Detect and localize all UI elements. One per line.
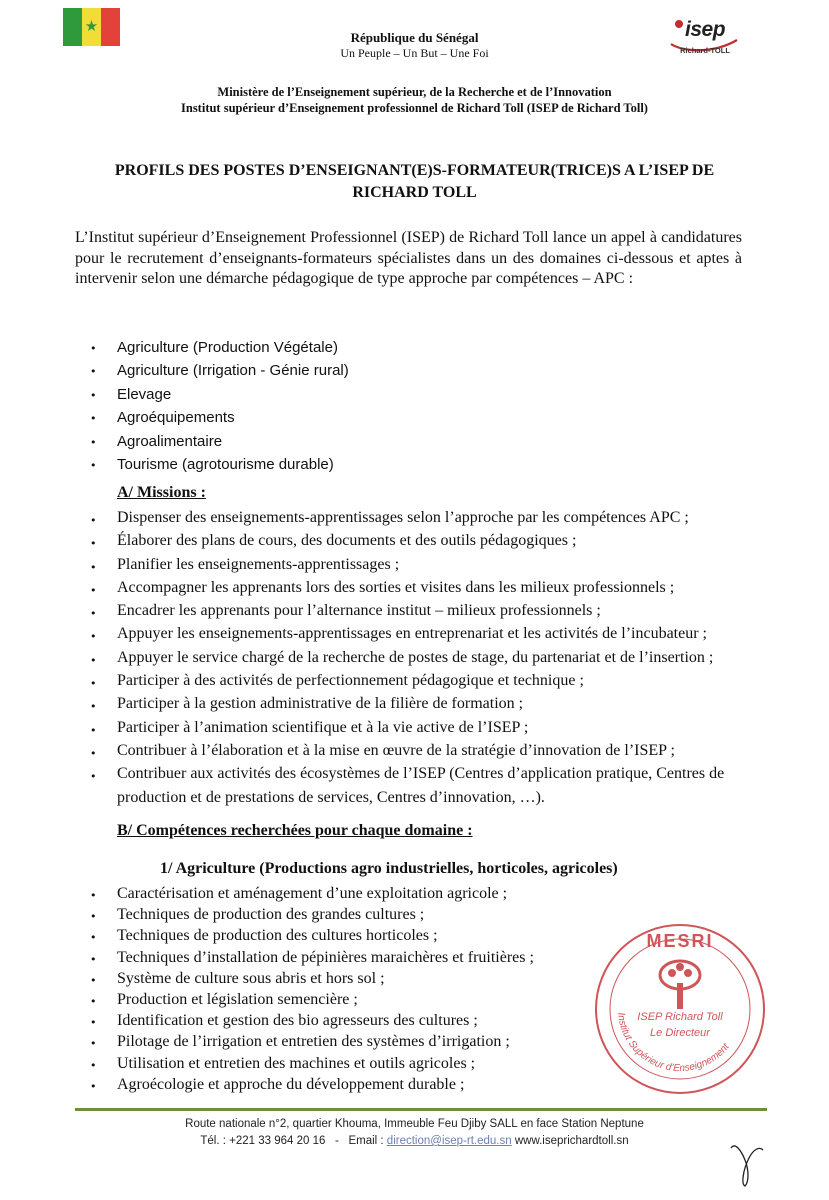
domain-list <box>90 336 349 476</box>
signature-mark <box>727 1140 767 1190</box>
footer <box>0 1116 829 1150</box>
footer-tel: Tél. : +221 33 964 20 16 <box>200 1135 326 1147</box>
list-item: • Appuyer les enseignements-apprentissages en entreprenariat et les activités de l’incubateur ; <box>90 622 770 645</box>
list-item: • Utilisation et entretien des machines et outils agricoles ; <box>90 1053 610 1074</box>
list-item: • Contribuer à l’élaboration et à la mise en œuvre de la stratégie d’innovation de l’ISEP ; <box>90 739 770 762</box>
title-line-1: PROFILS DES POSTES D’ENSEIGNANT(E)S-FORMATEUR(TRICE)S A L’ISEP DE <box>114 162 715 179</box>
list-item: • Participer à l’animation scientifique et à la vie active de l’ISEP ; <box>90 716 770 739</box>
ministry-name: Ministère de l’Enseignement supérieur, de la Recherche et de l’Innovation <box>217 85 612 99</box>
footer-email-link[interactable]: direction@isep-rt.edu.sn <box>386 1135 512 1147</box>
list-item: • Accompagner les apprenants lors des sorties et visites dans les milieux professionnels ; <box>90 576 770 599</box>
footer-address: Route nationale n°2, quartier Khouma, Immeuble Feu Djiby SALL en face Station Neptune <box>185 1118 644 1130</box>
stamp-line-2: Le Directeur <box>650 1027 710 1039</box>
star-icon: ★ <box>84 17 99 36</box>
logo-subtext: Richard-TOLL <box>680 46 730 55</box>
stamp-top-text: MESRI <box>646 931 714 951</box>
ministry-block <box>0 84 829 116</box>
list-item: • Tourisme (agrotourisme durable) <box>90 453 349 476</box>
agriculture-skills-list <box>90 883 610 1095</box>
footer-email-label: Email : <box>348 1135 384 1147</box>
list-item: • Identification et gestion des bio agresseurs des cultures ; <box>90 1010 610 1031</box>
footer-website-link[interactable]: www.iseprichardtoll.sn <box>514 1135 629 1147</box>
logo-text: isep <box>685 18 726 41</box>
list-item: • Planifier les enseignements-apprentissages ; <box>90 553 770 576</box>
list-item: • Système de culture sous abris et hors sol ; <box>90 968 610 989</box>
list-item: • Elevage <box>90 383 349 406</box>
list-item: • Participer à des activités de perfectionnement pédagogique et technique ; <box>90 669 770 692</box>
list-item: • Agriculture (Production Végétale) <box>90 336 349 359</box>
list-item: • Contribuer aux activités des écosystèmes de l’ISEP (Centres d’application pratique, Centres de production et de prestations de services, Centres d’innovation, …). <box>90 762 770 809</box>
competences-heading: B/ Compétences recherchées pour chaque domaine : <box>117 822 473 839</box>
list-item: • Agroécologie et approche du développement durable ; <box>90 1074 610 1095</box>
missions-heading: A/ Missions : <box>117 484 206 501</box>
list-item: • Techniques d’installation de pépinières maraichères et fruitières ; <box>90 947 610 968</box>
stamp-ring-text: Institut Supérieur d’Enseignement <box>615 1012 732 1075</box>
republic-name: République du Sénégal <box>350 30 479 45</box>
list-item: • Dispenser des enseignements-apprentissages selon l’approche par les compétences APC ; <box>90 506 770 529</box>
national-motto: Un Peuple – Un But – Une Foi <box>340 46 489 60</box>
list-item: • Agroéquipements <box>90 406 349 429</box>
footer-separator: - <box>335 1135 339 1147</box>
official-stamp <box>592 921 768 1097</box>
agriculture-subheading: 1/ Agriculture (Productions agro industrielles, horticoles, agricoles) <box>160 860 618 877</box>
list-item: • Agriculture (Irrigation - Génie rural) <box>90 359 349 382</box>
footer-contact <box>0 1133 829 1150</box>
missions-list <box>90 506 770 809</box>
tree-icon <box>660 961 700 1009</box>
list-item: • Élaborer des plans de cours, des documents et des outils pédagogiques ; <box>90 529 770 552</box>
isep-logo <box>665 14 745 58</box>
footer-divider <box>75 1108 767 1111</box>
list-item: • Appuyer le service chargé de la recherche de postes de stage, du partenariat et de l’insertion ; <box>90 646 770 669</box>
list-item: • Techniques de production des cultures horticoles ; <box>90 925 610 946</box>
list-item: • Caractérisation et aménagement d’une exploitation agricole ; <box>90 883 610 904</box>
intro-paragraph: L’Institut supérieur d’Enseignement Professionnel (ISEP) de Richard Toll lance un appel à candidatures pour le recrutement d’enseignants-formateurs spécialistes dans un des domaines ci-dessous et aptes à intervenir selon une démarche pédagogique de type approche par compétences – APC : <box>75 229 742 287</box>
list-item: • Agroalimentaire <box>90 430 349 453</box>
page-title <box>50 160 779 204</box>
list-item: • Techniques de production des grandes cultures ; <box>90 904 610 925</box>
stamp-line-1: ISEP Richard Toll <box>637 1011 723 1023</box>
list-item: • Encadrer les apprenants pour l’alternance institut – milieux professionnels ; <box>90 599 770 622</box>
list-item: • Participer à la gestion administrative de la filière de formation ; <box>90 692 770 715</box>
list-item: • Pilotage de l’irrigation et entretien des systèmes d’irrigation ; <box>90 1031 610 1052</box>
list-item: • Production et législation semencière ; <box>90 989 610 1010</box>
institute-name: Institut supérieur d’Enseignement professionnel de Richard Toll (ISEP de Richard Toll) <box>181 101 648 115</box>
title-line-2: RICHARD TOLL <box>352 184 477 201</box>
